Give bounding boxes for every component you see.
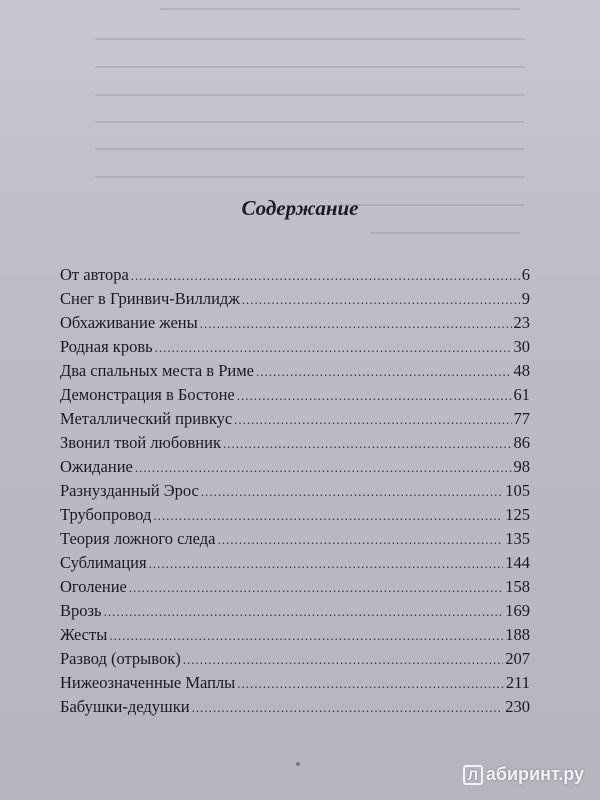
toc-entry bbox=[60, 335, 530, 359]
toc-entry-title: Звонил твой любовник bbox=[60, 433, 221, 452]
toc-entry bbox=[60, 551, 530, 575]
toc-dot-leader bbox=[256, 360, 512, 384]
toc-entry bbox=[60, 503, 530, 527]
toc-entry bbox=[60, 407, 530, 431]
toc-entry-page: 9 bbox=[521, 289, 530, 308]
toc-entry-page: 158 bbox=[505, 577, 530, 596]
toc-entry-title: Сублимация bbox=[60, 553, 147, 572]
toc-dot-leader bbox=[153, 504, 503, 528]
toc-entry-page: 230 bbox=[505, 697, 530, 716]
toc-dot-leader bbox=[129, 576, 503, 600]
contents-heading: Содержание bbox=[241, 196, 359, 220]
table-of-contents bbox=[60, 263, 530, 719]
toc-entry-page: 98 bbox=[513, 457, 530, 476]
toc-entry-title: Ожидание bbox=[60, 457, 133, 476]
toc-entry-page: 144 bbox=[505, 553, 530, 572]
toc-dot-leader bbox=[237, 384, 512, 408]
toc-entry-title: Родная кровь bbox=[60, 337, 153, 356]
toc-entry-page: 169 bbox=[505, 601, 530, 620]
toc-entry bbox=[60, 599, 530, 623]
toc-dot-leader bbox=[183, 648, 504, 672]
toc-entry-page: 135 bbox=[505, 529, 530, 548]
toc-entry-title: Развод (отрывок) bbox=[60, 649, 181, 668]
toc-entry bbox=[60, 527, 530, 551]
toc-entry-page: 6 bbox=[521, 265, 530, 284]
toc-entry bbox=[60, 263, 530, 287]
toc-entry-page: 86 bbox=[513, 433, 530, 452]
toc-entry-title: Разнузданный Эрос bbox=[60, 481, 199, 500]
toc-dot-leader bbox=[242, 288, 520, 312]
toc-dot-leader bbox=[109, 624, 503, 648]
toc-entry-page: 105 bbox=[505, 481, 530, 500]
toc-entry-title: Обхаживание жены bbox=[60, 313, 198, 332]
watermark-text: абиринт.ру bbox=[485, 764, 584, 784]
toc-entry-title: Оголение bbox=[60, 577, 127, 596]
toc-entry bbox=[60, 479, 530, 503]
toc-dot-leader bbox=[234, 408, 511, 432]
toc-dot-leader bbox=[201, 480, 503, 504]
toc-entry bbox=[60, 695, 530, 719]
toc-dot-leader bbox=[155, 336, 512, 360]
toc-entry bbox=[60, 455, 530, 479]
toc-entry-page: 188 bbox=[505, 625, 530, 644]
toc-entry-page: 61 bbox=[513, 385, 530, 404]
toc-entry-page: 125 bbox=[505, 505, 530, 524]
toc-entry-page: 48 bbox=[513, 361, 530, 380]
toc-dot-leader bbox=[237, 672, 504, 696]
labirint-logo-icon: Л bbox=[463, 765, 483, 785]
toc-entry-page: 211 bbox=[505, 673, 530, 692]
toc-dot-leader bbox=[223, 432, 512, 456]
toc-entry-title: Металлический привкус bbox=[60, 409, 233, 428]
toc-entry bbox=[60, 359, 530, 383]
toc-entry-title: Жесты bbox=[60, 625, 108, 644]
toc-entry bbox=[60, 431, 530, 455]
toc-entry-page: 30 bbox=[513, 337, 530, 356]
toc-entry-title: Трубопровод bbox=[60, 505, 152, 524]
toc-dot-leader bbox=[200, 312, 512, 336]
toc-entry bbox=[60, 383, 530, 407]
toc-entry bbox=[60, 575, 530, 599]
toc-dot-leader bbox=[218, 528, 504, 552]
toc-entry-title: Теория ложного следа bbox=[60, 529, 216, 548]
toc-entry-page: 77 bbox=[513, 409, 530, 428]
bleed-through-text bbox=[0, 0, 600, 260]
toc-entry-title: Бабушки-дедушки bbox=[60, 697, 190, 716]
toc-entry-page: 207 bbox=[505, 649, 530, 668]
toc-entry bbox=[60, 311, 530, 335]
page-marker bbox=[296, 762, 300, 766]
toc-dot-leader bbox=[131, 264, 520, 288]
toc-dot-leader bbox=[104, 600, 504, 624]
toc-dot-leader bbox=[192, 696, 504, 720]
toc-entry-title: От автора bbox=[60, 265, 129, 284]
toc-entry-title: Демонстрация в Бостоне bbox=[60, 385, 235, 404]
toc-entry bbox=[60, 287, 530, 311]
toc-entry bbox=[60, 623, 530, 647]
toc-dot-leader bbox=[135, 456, 512, 480]
toc-entry bbox=[60, 647, 530, 671]
watermark bbox=[463, 764, 584, 785]
toc-entry-page: 23 bbox=[513, 313, 530, 332]
toc-dot-leader bbox=[149, 552, 504, 576]
toc-entry-title: Нижеозначенные Маплы bbox=[60, 673, 236, 692]
toc-entry-title: Два спальных места в Риме bbox=[60, 361, 254, 380]
toc-entry-title: Врозь bbox=[60, 601, 102, 620]
toc-entry-title: Снег в Гринвич-Виллидж bbox=[60, 289, 240, 308]
toc-entry bbox=[60, 671, 530, 695]
